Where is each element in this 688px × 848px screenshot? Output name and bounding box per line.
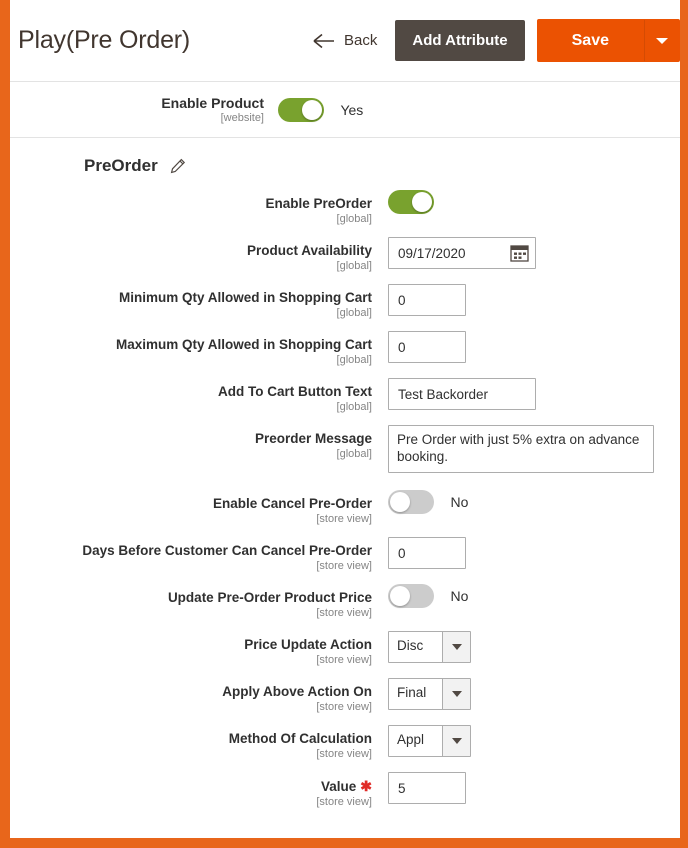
add-attribute-button[interactable]: Add Attribute — [395, 20, 524, 61]
preorder-section-header — [10, 156, 680, 176]
label-maximum-qty — [10, 331, 388, 366]
field-row-price-update-action — [10, 631, 680, 666]
chevron-down-icon[interactable] — [442, 726, 470, 756]
control-value — [388, 772, 680, 804]
method-of-calculation-value: Appl — [397, 732, 425, 747]
chevron-down-icon[interactable] — [442, 679, 470, 709]
field-label-text: Add To Cart Button Text — [218, 384, 372, 399]
control-preorder-message — [388, 425, 680, 478]
update-price-toggle[interactable] — [388, 584, 434, 608]
field-scope-text: [store view] — [316, 701, 372, 713]
header-actions — [313, 0, 680, 81]
enable-preorder-toggle[interactable] — [388, 190, 434, 214]
label-method-of-calculation — [10, 725, 388, 760]
enable-product-scope: [website] — [220, 112, 264, 124]
label-update-price — [10, 584, 388, 619]
field-row-enable-cancel-preorder — [10, 490, 680, 525]
field-scope-text: [store view] — [316, 796, 372, 808]
field-label-text: Enable PreOrder — [265, 196, 372, 211]
field-scope-text: [store view] — [316, 748, 372, 760]
field-row-apply-action-on — [10, 678, 680, 713]
apply-action-on-value: Final — [397, 685, 427, 700]
value-label-text: Value — [320, 779, 357, 794]
control-price-update-action — [388, 631, 680, 663]
caret — [452, 738, 462, 744]
control-minimum-qty — [388, 284, 680, 316]
enable-cancel-preorder-value: No — [450, 494, 469, 510]
price-update-action-select[interactable] — [388, 631, 471, 663]
toggle-knob — [390, 586, 410, 606]
label-days-before-cancel — [10, 537, 388, 572]
field-scope-text: [store view] — [316, 654, 372, 666]
pencil-icon[interactable] — [170, 158, 186, 174]
calendar-icon[interactable] — [510, 243, 529, 262]
control-maximum-qty — [388, 331, 680, 363]
arrow-left-icon — [313, 33, 335, 49]
price-update-action-value: Disc — [397, 638, 424, 653]
chevron-down-icon — [656, 38, 668, 44]
enable-product-control — [278, 98, 363, 122]
field-label-text: Enable Cancel Pre-Order — [212, 496, 372, 511]
field-label-text: Days Before Customer Can Cancel Pre-Order — [82, 543, 372, 558]
label-enable-cancel-preorder — [10, 490, 388, 525]
field-row-method-of-calculation — [10, 725, 680, 760]
control-method-of-calculation — [388, 725, 680, 757]
field-label-text: Apply Above Action On — [222, 684, 372, 699]
save-options-toggle[interactable] — [644, 19, 680, 62]
method-of-calculation-select[interactable] — [388, 725, 471, 757]
label-minimum-qty — [10, 284, 388, 319]
field-scope-text: [store view] — [316, 513, 372, 525]
save-button[interactable]: Save — [537, 19, 644, 62]
field-scope-text: [store view] — [316, 607, 372, 619]
field-label-text: Preorder Message — [254, 431, 372, 446]
label-product-availability — [10, 237, 388, 272]
add-to-cart-text-input[interactable] — [388, 378, 536, 410]
control-days-before-cancel — [388, 537, 680, 569]
label-add-to-cart-text — [10, 378, 388, 413]
field-scope-text: [global] — [336, 354, 372, 366]
field-label-text: Price Update Action — [244, 637, 372, 652]
caret — [452, 644, 462, 650]
control-update-price — [388, 584, 680, 608]
preorder-message-textarea[interactable] — [388, 425, 654, 473]
maximum-qty-input[interactable] — [388, 331, 466, 363]
enable-product-label-wrap — [10, 95, 278, 124]
date-input-wrap — [388, 237, 536, 269]
field-label-text: Maximum Qty Allowed in Shopping Cart — [115, 337, 372, 352]
field-row-days-before-cancel — [10, 537, 680, 572]
field-label-text: Minimum Qty Allowed in Shopping Cart — [119, 290, 372, 305]
field-row-maximum-qty — [10, 331, 680, 366]
control-enable-preorder — [388, 190, 680, 214]
days-before-cancel-input[interactable] — [388, 537, 466, 569]
save-split-button — [537, 19, 680, 62]
label-apply-action-on — [10, 678, 388, 713]
label-enable-preorder — [10, 190, 388, 225]
control-product-availability — [388, 237, 680, 269]
toggle-knob — [302, 100, 322, 120]
label-preorder-message — [10, 425, 388, 460]
update-price-value: No — [450, 588, 469, 604]
field-scope-text: [global] — [336, 401, 372, 413]
preorder-section-title: PreOrder — [84, 156, 158, 175]
enable-product-row — [10, 82, 680, 138]
caret — [452, 691, 462, 697]
field-row-minimum-qty — [10, 284, 680, 319]
back-button-label: Back — [344, 32, 378, 49]
field-row-add-to-cart-text — [10, 378, 680, 413]
field-label-text: Update Pre-Order Product Price — [167, 590, 372, 605]
field-scope-text: [global] — [336, 260, 372, 272]
value-input[interactable] — [388, 772, 466, 804]
field-scope-text: [global] — [336, 307, 372, 319]
field-scope-text: [global] — [336, 448, 372, 460]
field-row-update-price — [10, 584, 680, 619]
toggle-knob — [390, 492, 410, 512]
enable-cancel-preorder-toggle[interactable] — [388, 490, 434, 514]
enable-product-toggle-value: Yes — [340, 101, 364, 118]
minimum-qty-input[interactable] — [388, 284, 466, 316]
field-row-preorder-message — [10, 425, 680, 478]
preorder-section — [10, 138, 680, 808]
chevron-down-icon[interactable] — [442, 632, 470, 662]
control-enable-cancel-preorder — [388, 490, 680, 514]
toggle-knob — [412, 192, 432, 212]
field-label-text — [10, 778, 372, 795]
field-row-enable-preorder — [10, 190, 680, 225]
control-add-to-cart-text — [388, 378, 680, 410]
field-scope-text: [global] — [336, 213, 372, 225]
label-value — [10, 772, 388, 808]
field-row-product-availability — [10, 237, 680, 272]
field-scope-text: [store view] — [316, 560, 372, 572]
apply-action-on-select[interactable] — [388, 678, 471, 710]
enable-product-label: Enable Product — [161, 95, 264, 111]
field-row-value — [10, 772, 680, 808]
enable-product-toggle[interactable] — [278, 98, 324, 122]
back-button[interactable] — [313, 32, 395, 49]
page-title: Play(Pre Order) — [18, 26, 191, 54]
field-label-text: Method Of Calculation — [228, 731, 372, 746]
control-apply-action-on — [388, 678, 680, 710]
required-indicator: ✱ — [360, 778, 372, 794]
field-label-text: Product Availability — [246, 243, 372, 258]
page-header — [10, 0, 680, 82]
label-price-update-action — [10, 631, 388, 666]
